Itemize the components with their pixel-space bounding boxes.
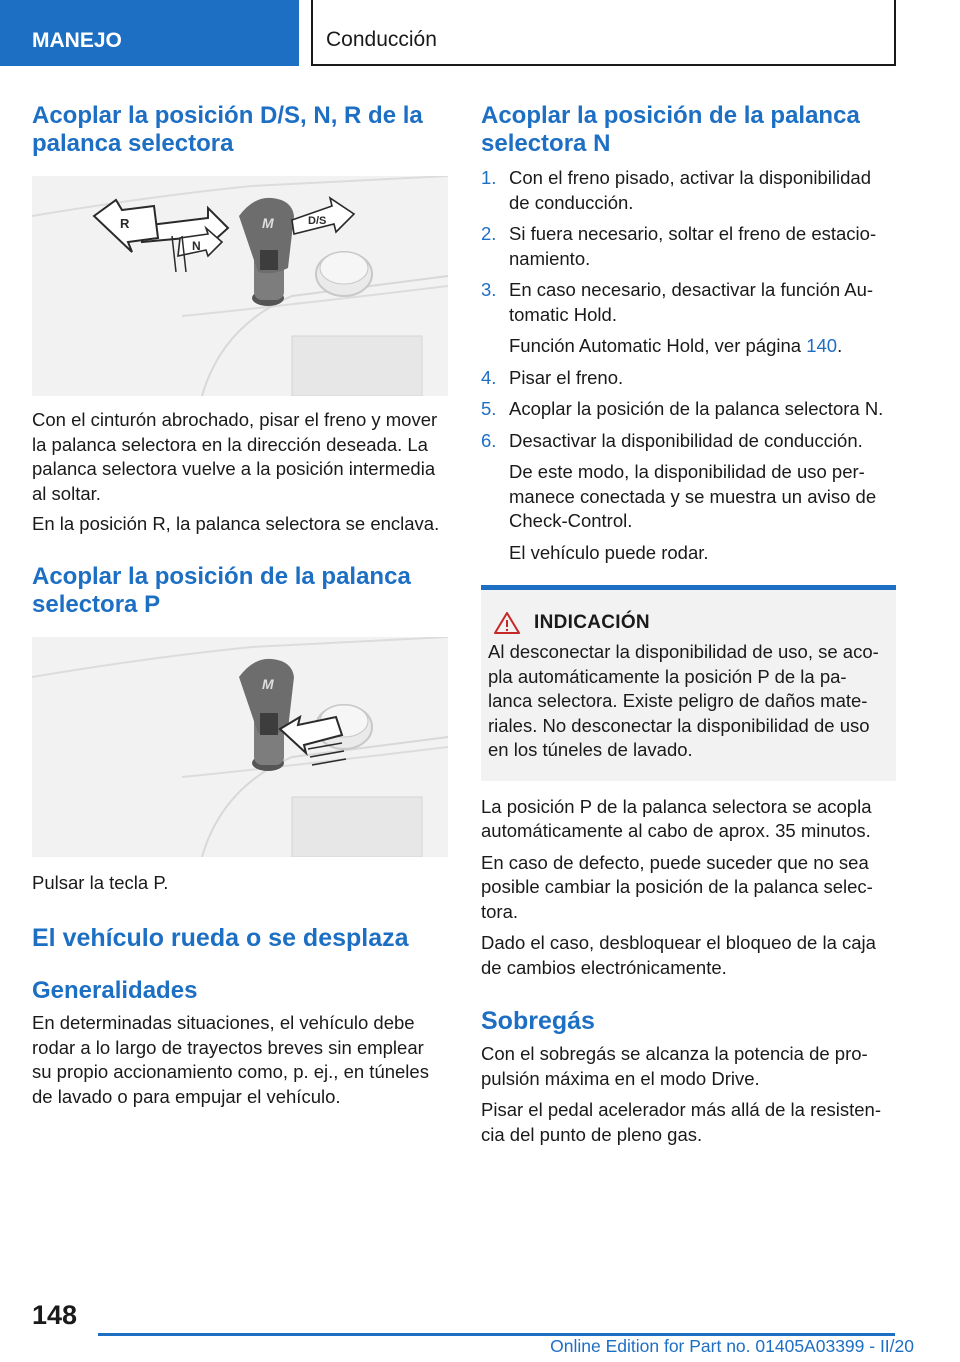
heading-shift-n: Acoplar la posición de la palanca selectora N <box>481 102 860 157</box>
page-number: 148 <box>32 1300 78 1330</box>
fig2-logo: M <box>262 675 274 692</box>
paragraph-auto-p: La posición P de la palanca selectora se acopla automáticamente al cabo de aprox. 35 minutos. <box>481 795 872 841</box>
steps-list <box>481 166 896 565</box>
header-box <box>311 0 896 66</box>
step-text: Acoplar la posición de la palanca selectora N. <box>509 398 884 419</box>
fig1-label-r: R <box>120 216 130 231</box>
warning-triangle-icon <box>494 612 520 634</box>
subheading-general: Generalidades <box>32 977 198 1004</box>
step-item <box>481 278 896 327</box>
paragraph-defect: En caso de defecto, puede suceder que no sea posible cambiar la posición de la palanca selec‐tora. <box>481 851 873 922</box>
step-6-note-1: De este modo, la disponibilidad de uso per‐manece conectada y se muestra un aviso de Check-Control. <box>509 461 877 531</box>
step-number: 6. <box>481 429 497 451</box>
step-text: Si fuera necesario, soltar el freno de estacio‐namiento. <box>509 223 877 269</box>
figure-shift-lever-dsnr <box>32 176 448 396</box>
page-ref-link[interactable]: 140 <box>806 335 838 356</box>
footer-edition: Online Edition for Part no. 01405A03399 - II/20 <box>550 1336 914 1356</box>
paragraph-general: En determinadas situaciones, el vehículo debe rodar a lo largo de trayectos breves sin emplear su propio accionamiento como, p. ej., en túneles de lavado o para empujar el vehículo. <box>32 1012 429 1107</box>
step-number: 5. <box>481 398 497 419</box>
paragraph-kickdown-1: Con el sobregás se alcanza la potencia de pro‐pulsión máxima en el modo Drive. <box>481 1043 868 1089</box>
heading-kickdown: Sobregás <box>481 1007 595 1035</box>
right-column <box>481 100 896 1147</box>
fig1-label-n: N <box>192 239 201 253</box>
park-button-illustration <box>32 637 448 857</box>
page-ref-suffix: . <box>837 335 843 356</box>
fig1-label-ds: D/S <box>308 215 327 227</box>
step-item <box>481 222 896 271</box>
left-column <box>32 100 448 1109</box>
paragraph-unlock: Dado el caso, desbloquear el bloqueo de la caja de cambios electrónicamente. <box>481 932 876 978</box>
paragraph-shift-instructions: Con el cinturón abrochado, pisar el freno y mover la palanca selectora en la dirección deseada. La palanca selectora vuelve a la posición intermedia al soltar. <box>32 409 438 504</box>
paragraph-press-p: Pulsar la tecla P. <box>32 871 169 893</box>
step-3-note <box>481 334 896 359</box>
step-item <box>481 397 896 422</box>
figure-shift-lever-p <box>32 637 448 857</box>
step-number: 1. <box>481 167 497 188</box>
page-ref-prefix: Función Automatic Hold, ver página <box>509 335 807 356</box>
step-text: Con el freno pisado, activar la disponibilidad de conducción. <box>509 167 871 213</box>
step-number: 2. <box>481 223 497 244</box>
step-6-note-2: El vehículo puede rodar. <box>509 541 709 563</box>
page-header-title: Conducción <box>326 28 437 51</box>
step-text: Pisar el freno. <box>509 366 624 388</box>
step-item <box>481 366 896 391</box>
step-item <box>481 166 896 215</box>
step-number: 4. <box>481 366 497 388</box>
step-item <box>481 429 896 454</box>
notice-header <box>494 612 888 634</box>
notice-box <box>481 585 896 781</box>
paragraph-kickdown-2: Pisar el pedal acelerador más allá de la resisten‐cia del punto de pleno gas. <box>481 1099 882 1145</box>
fig1-logo: M <box>262 215 274 231</box>
step-text: Desactivar la disponibilidad de conducción. <box>509 429 863 451</box>
section-tab: MANEJO <box>0 0 299 66</box>
notice-title: INDICACIÓN <box>534 612 650 633</box>
gear-lever-illustration <box>32 176 448 396</box>
heading-shift-p: Acoplar la posición de la palanca selectora P <box>32 562 411 618</box>
heading-vehicle-rolls: El vehículo rueda o se desplaza <box>32 924 409 952</box>
notice-text: Al desconectar la disponibilidad de uso, se aco‐pla automáticamente la posición P de la pa‐lanca selectora. Existe peligro de daños mate‐riales. No desconectar la disponibilidad de uso en los túneles de lavado. <box>488 641 879 760</box>
step-text: En caso necesario, desactivar la función Au‐tomatic Hold. <box>509 279 874 325</box>
heading-shift-dsnr: Acoplar la posición D/S, N, R de la palanca selectora <box>32 102 423 157</box>
paragraph-r-lock: En la posición R, la palanca selectora se enclava. <box>32 513 440 534</box>
step-number: 3. <box>481 279 497 300</box>
